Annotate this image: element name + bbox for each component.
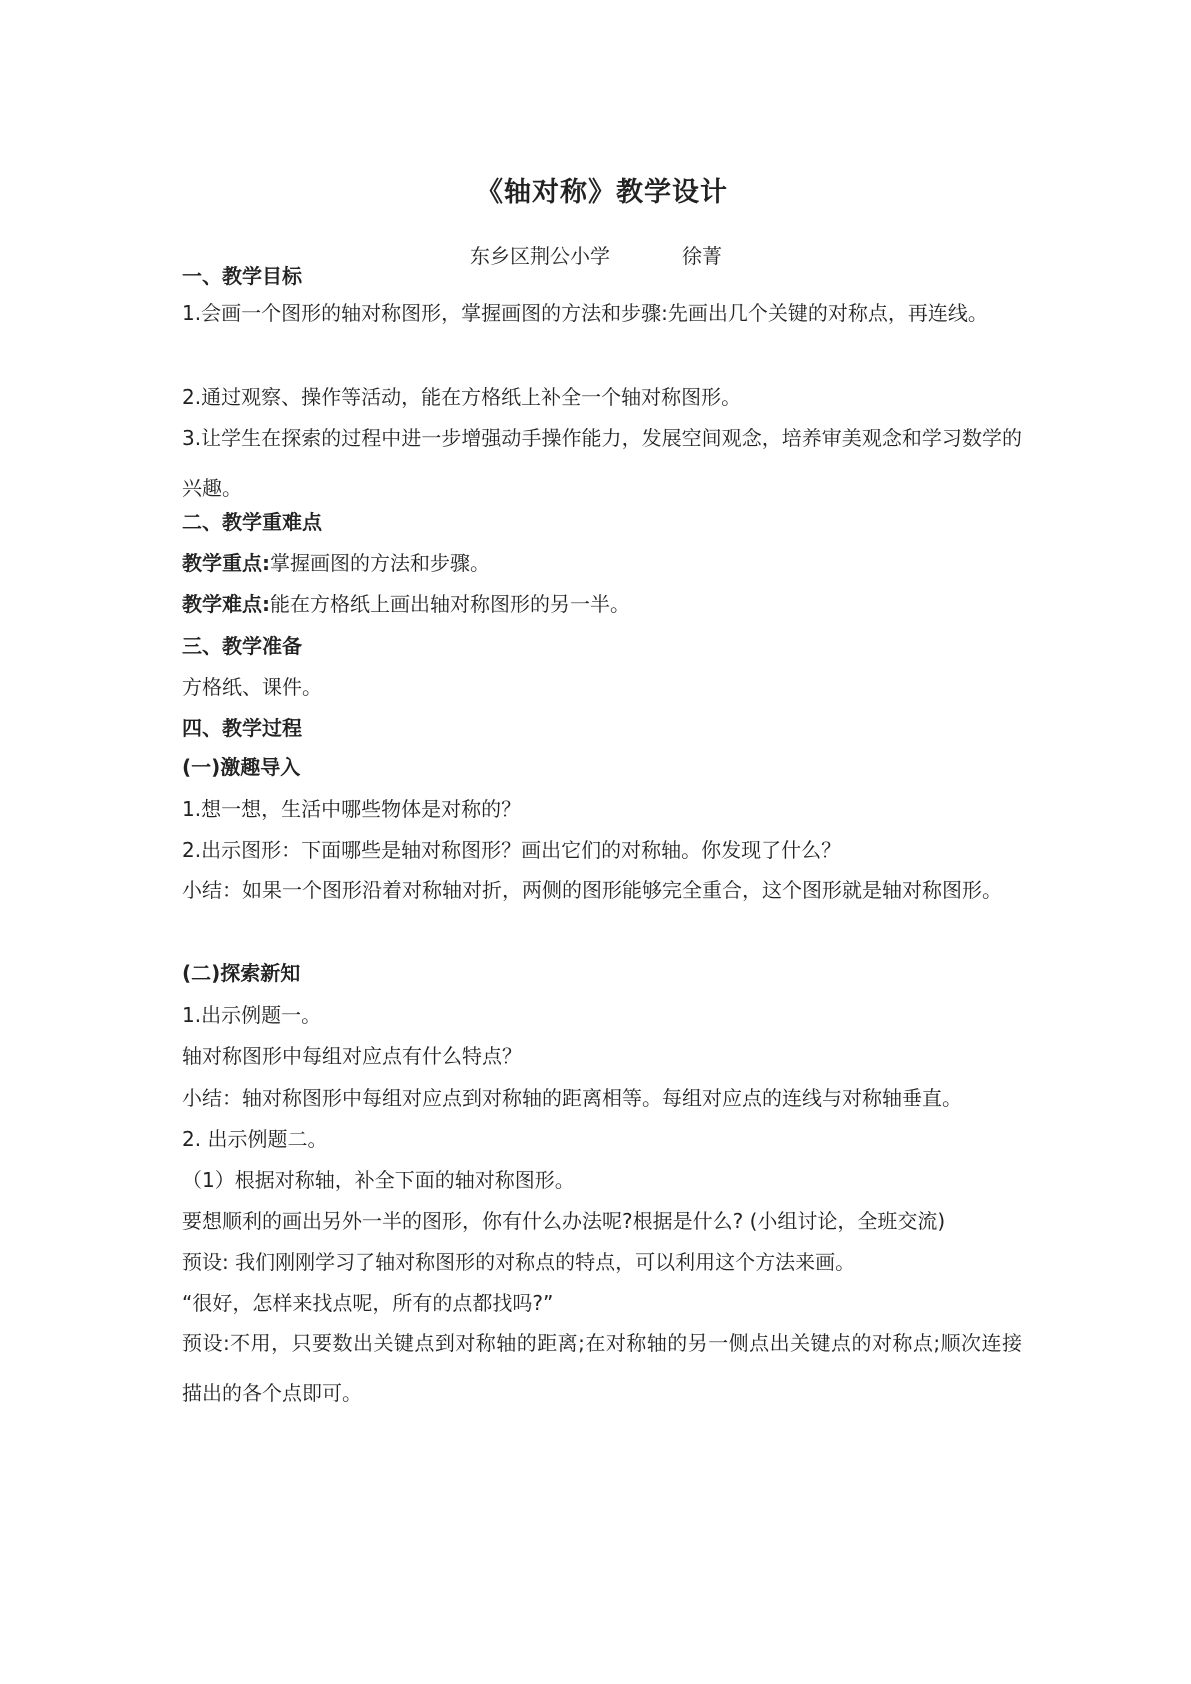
- key-point: [182, 550, 490, 576]
- difficult-point-text: 能在方格纸上画出轴对称图形的另一半。: [270, 592, 630, 616]
- author-school: 东乡区荆公小学: [470, 244, 610, 268]
- intro-question-1: 1.想一想，生活中哪些物体是对称的？: [182, 797, 522, 821]
- section-heading-key-points: 二、教学重难点: [182, 510, 322, 534]
- subsection-heading-intro: (一)激趣导入: [182, 755, 301, 779]
- author-name: 徐菁: [682, 244, 722, 268]
- example-1-question: 轴对称图形中每组对应点有什么特点？: [182, 1044, 522, 1068]
- key-point-label: 教学重点:: [182, 551, 270, 575]
- example-2-task: （1）根据对称轴，补全下面的轴对称图形。: [182, 1168, 575, 1192]
- key-point-text: 掌握画图的方法和步骤。: [270, 551, 490, 575]
- goal-3: 3.让学生在探索的过程中进一步增强动手操作能力，发展空间观念，培养审美观念和学习数学的兴趣。: [182, 426, 1022, 500]
- example-2-title: 2. 出示例题二。: [182, 1127, 328, 1151]
- goal-1: 1.会画一个图形的轴对称图形，掌握画图的方法和步骤:先画出几个关键的对称点，再连线。: [182, 301, 988, 325]
- difficult-point: [182, 591, 630, 617]
- document-title: 《轴对称》教学设计: [476, 177, 728, 208]
- section-heading-preparation: 三、教学准备: [182, 634, 302, 658]
- goal-2: 2.通过观察、操作等活动，能在方格纸上补全一个轴对称图形。: [182, 385, 742, 409]
- example-2-preset-2: 预设:不用，只要数出关键点到对称轴的距离;在对称轴的另一侧点出关键点的对称点;顺次连接描出的各个点即可。: [182, 1331, 1022, 1405]
- intro-question-2: 2.出示图形：下面哪些是轴对称图形？画出它们的对称轴。你发现了什么？: [182, 838, 842, 862]
- example-2-question: 要想顺利的画出另外一半的图形，你有什么办法呢?根据是什么? (小组讨论，全班交流): [182, 1209, 946, 1233]
- intro-summary: 小结：如果一个图形沿着对称轴对折，两侧的图形能够完全重合，这个图形就是轴对称图形。: [182, 878, 1002, 902]
- example-1-summary: 小结：轴对称图形中每组对应点到对称轴的距离相等。每组对应点的连线与对称轴垂直。: [182, 1086, 962, 1110]
- example-1-title: 1.出示例题一。: [182, 1003, 322, 1027]
- section-heading-process: 四、教学过程: [182, 716, 302, 740]
- preparation-text: 方格纸、课件。: [182, 675, 322, 699]
- subsection-heading-explore: (二)探索新知: [182, 961, 301, 985]
- example-2-preset-1: 预设: 我们刚刚学习了轴对称图形的对称点的特点，可以利用这个方法来画。: [182, 1250, 856, 1274]
- section-heading-goals: 一、教学目标: [182, 264, 302, 288]
- example-2-quote: “很好，怎样来找点呢，所有的点都找吗?”: [182, 1291, 554, 1315]
- difficult-point-label: 教学难点:: [182, 592, 270, 616]
